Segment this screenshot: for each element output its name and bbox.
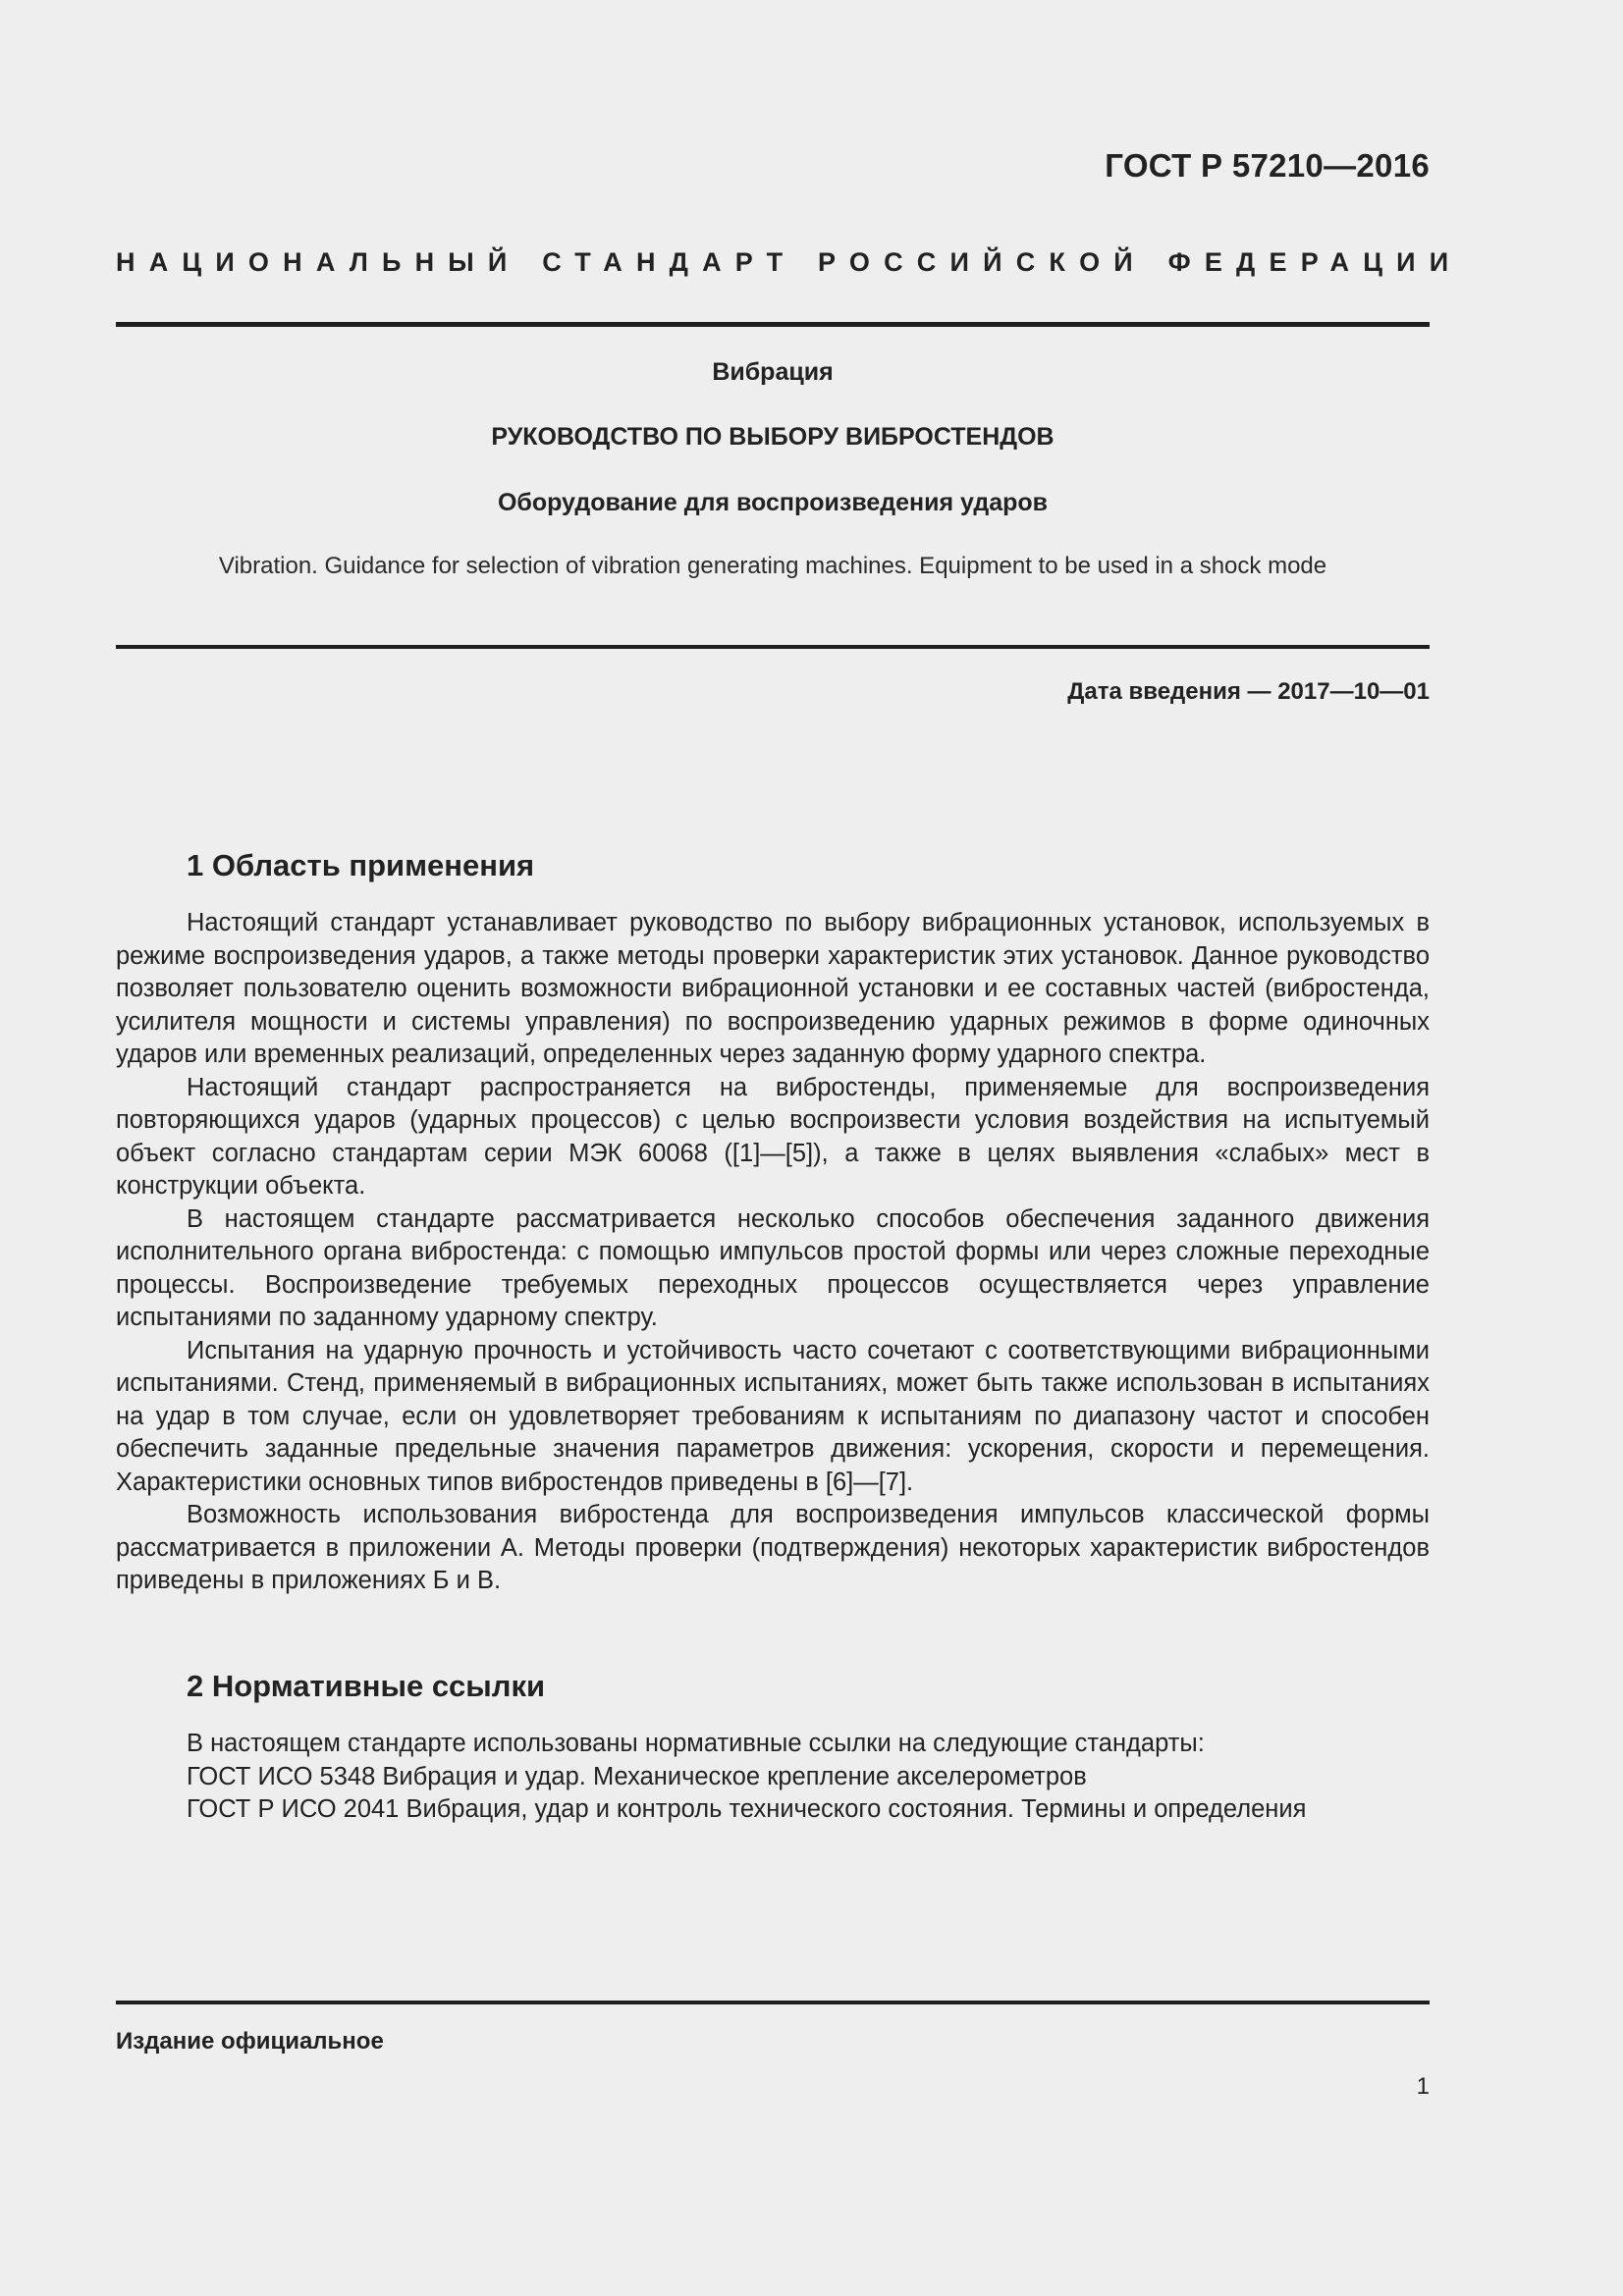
reference-item: ГОСТ Р ИСО 2041 Вибрация, удар и контроль технического состояния. Термины и определения bbox=[187, 1795, 1307, 1823]
official-edition-label: Издание официальное bbox=[116, 2028, 384, 2055]
section-1-body bbox=[116, 907, 1430, 1598]
top-divider bbox=[116, 322, 1430, 327]
national-standard-title: НАЦИОНАЛЬНЫЙ СТАНДАРТ РОССИЙСКОЙ ФЕДЕРАЦИИ bbox=[116, 247, 1463, 277]
page-number: 1 bbox=[1416, 2073, 1430, 2100]
section-2-body bbox=[116, 1728, 1430, 1827]
paragraph: Возможность использования вибростенда для воспроизведения импульсов классической формы рассматривается в приложении А. Методы проверки (подтверждения) некоторых характеристик вибростендов приведены в приложениях Б и В. bbox=[116, 1501, 1430, 1594]
paragraph: Испытания на ударную прочность и устойчивость часто сочетают с соответствующими вибрационными испытаниями. Стенд, применяемый в вибрационных испытаниях, может быть также использован в испытаниях на удар в том случае, если он удовлетворяет требованиям к испытаниям по диапазону частот и способен обеспечить заданные предельные значения параметров движения: ускорения, скорости и перемещения. Характеристики основных типов вибростендов приведены в [6]—[7]. bbox=[116, 1336, 1430, 1496]
paragraph: В настоящем стандарте использованы нормативные ссылки на следующие стандарты: bbox=[187, 1730, 1205, 1757]
title-subject: Вибрация bbox=[712, 358, 834, 386]
introduction-date: Дата введения — 2017—10—01 bbox=[1067, 678, 1430, 705]
paragraph: В настоящем стандарте рассматривается несколько способов обеспечения заданного движения исполнительного органа вибростенда: с помощью импульсов простой формы или через сложные переходные процессы. Воспроизведение требуемых переходных процессов осуществляется через управление испытаниями по заданному ударному спектру. bbox=[116, 1204, 1430, 1331]
title-part: Оборудование для воспроизведения ударов bbox=[497, 489, 1049, 516]
title-main: РУКОВОДСТВО ПО ВЫБОРУ ВИБРОСТЕНДОВ bbox=[491, 423, 1055, 451]
document-number: ГОСТ Р 57210—2016 bbox=[1105, 147, 1430, 184]
section-1-heading: 1 Область применения bbox=[187, 848, 535, 882]
paragraph: Настоящий стандарт устанавливает руководство по выбору вибрационных установок, используемых в режиме воспроизведения ударов, а также методы проверки характеристик этих установок. Данное руководство позволяет пользователю оценить возможности вибрационной установки и ее составных частей (вибростенда, усилителя мощности и системы управления) по воспроизведению ударных режимов в форме одиночных ударов или временных реализаций, определенных через заданную форму ударного спектра. bbox=[116, 909, 1430, 1068]
bottom-divider bbox=[116, 2001, 1430, 2004]
middle-divider bbox=[116, 645, 1430, 649]
title-english: Vibration. Guidance for selection of vibration generating machines. Equipment to be used in a shock mode bbox=[218, 553, 1327, 579]
section-2-heading: 2 Нормативные ссылки bbox=[187, 1669, 546, 1703]
reference-item: ГОСТ ИСО 5348 Вибрация и удар. Механическое крепление акселерометров bbox=[187, 1762, 1087, 1790]
paragraph: Настоящий стандарт распространяется на вибростенды, применяемые для воспроизведения повторяющихся ударов (ударных процессов) с целью воспроизвести условия воздействия на испытуемый объект согласно стандартам серии МЭК 60068 ([1]—[5]), а также в целях выявления «слабых» мест в конструкции объекта. bbox=[116, 1073, 1430, 1200]
